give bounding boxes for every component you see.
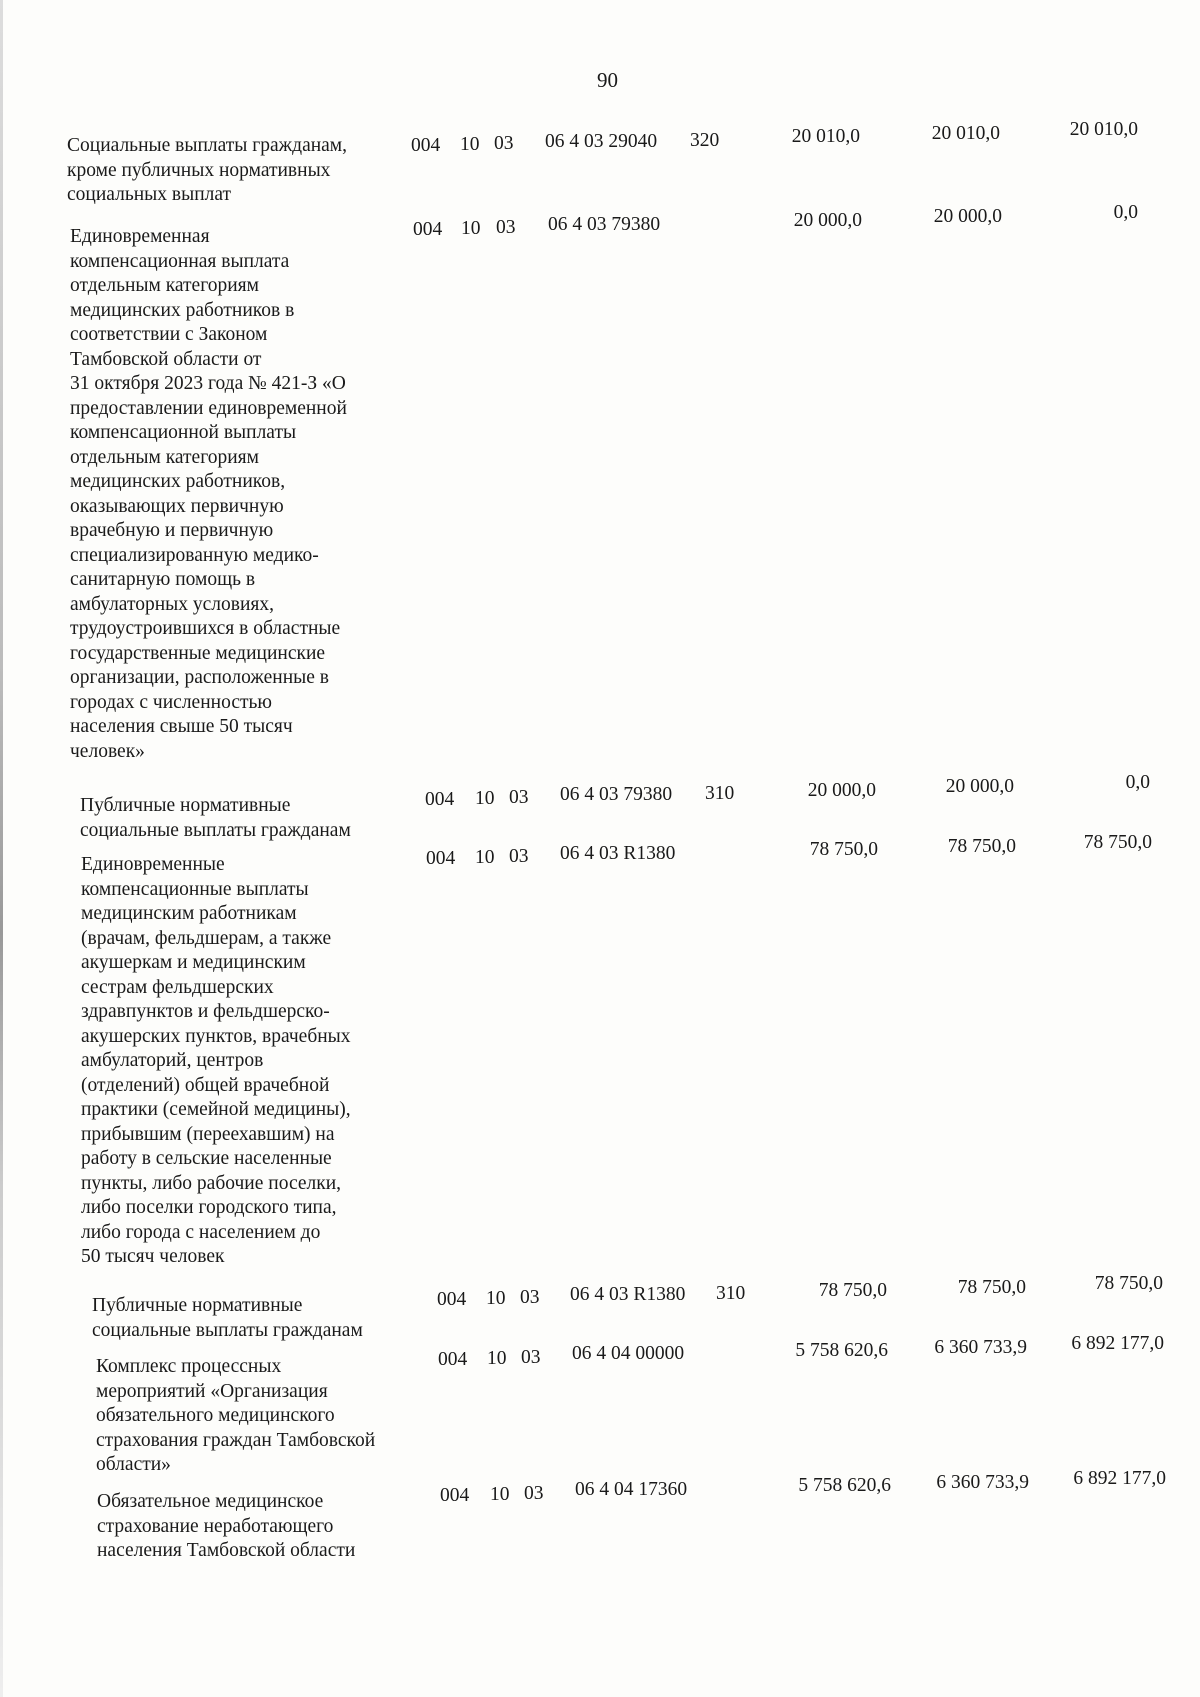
row-amount-2024: 5 758 620,6	[798, 1475, 891, 1496]
row-amount-2026: 20 010,0	[1069, 119, 1138, 140]
row-ministry-code: 004	[425, 789, 455, 810]
row-amount-2025: 20 010,0	[931, 123, 1000, 144]
row-subsection-code: 03	[494, 133, 514, 154]
row-amount-2026: 0,0	[1125, 772, 1150, 793]
row-description: Социальные выплаты гражданам, кроме публичных нормативных социальных выплат	[67, 135, 348, 205]
row-expense-code: 310	[705, 783, 735, 804]
row-amount-2025: 20 000,0	[933, 206, 1002, 227]
row-target-code: 06 4 03 79380	[548, 214, 661, 235]
row-section-code: 10	[475, 847, 495, 868]
row-amount-2024: 5 758 620,6	[795, 1340, 888, 1361]
row-target-code: 06 4 03 R1380	[570, 1284, 686, 1305]
row-subsection-code: 03	[496, 217, 516, 238]
row-subsection-code: 03	[509, 787, 529, 808]
row-amount-2024: 20 000,0	[807, 780, 876, 801]
row-target-code: 06 4 03 79380	[560, 784, 673, 805]
row-amount-2025: 6 360 733,9	[936, 1472, 1029, 1493]
row-description: Единовременные компенсационные выплаты медицинским работникам (врачам, фельдшерам, а также акушеркам и медицинским сестрам фельдшерских здравпунктов и фельдшерско- акушерских пунктов, врачебных амбулаторий, центров (отделений) общей врачебной практики (семейной медицины), прибывшим (переехавшим) на работу в сельские населенные пункты, либо рабочие поселки, либо поселки городского типа, либо города с населением до 50 тысяч человек	[81, 854, 351, 1267]
row-amount-2026: 6 892 177,0	[1071, 1333, 1164, 1354]
row-description: Обязательное медицинское страхование неработающего населения Тамбовской области	[97, 1491, 356, 1561]
row-section-code: 10	[475, 788, 495, 809]
row-subsection-code: 03	[520, 1287, 540, 1308]
row-subsection-code: 03	[524, 1483, 544, 1504]
row-amount-2025: 20 000,0	[945, 776, 1014, 797]
row-amount-2024: 78 750,0	[809, 839, 878, 860]
row-amount-2025: 78 750,0	[947, 836, 1016, 857]
row-ministry-code: 004	[411, 135, 441, 156]
row-section-code: 10	[487, 1348, 507, 1369]
row-ministry-code: 004	[413, 219, 443, 240]
row-ministry-code: 004	[438, 1349, 468, 1370]
row-expense-code: 310	[716, 1283, 746, 1304]
row-ministry-code: 004	[437, 1289, 467, 1310]
row-description: Публичные нормативные социальные выплаты гражданам	[92, 1295, 363, 1341]
row-section-code: 10	[486, 1288, 506, 1309]
row-amount-2026: 6 892 177,0	[1073, 1468, 1166, 1489]
row-amount-2026: 0,0	[1113, 202, 1138, 223]
row-description: Единовременная компенсационная выплата отдельным категориям медицинских работников в соответствии с Законом Тамбовской области от 31 октября 2023 года № 421-З «О предоставлении единовременной компенсационной выплаты отдельным категориям медицинских работников, оказывающих первичную врачебную и первичную специализированную медико- санитарную помощь в амбулаторных условиях, трудоустроившихся в областные государственные медицинские организации, расположенные в городах с численностью населения свыше 50 тысяч человек»	[70, 226, 347, 762]
row-subsection-code: 03	[521, 1347, 541, 1368]
page-number: 90	[597, 68, 618, 92]
row-section-code: 10	[461, 218, 481, 239]
row-amount-2025: 78 750,0	[957, 1277, 1026, 1298]
row-description: Публичные нормативные социальные выплаты гражданам	[80, 795, 351, 841]
row-section-code: 10	[460, 134, 480, 155]
row-section-code: 10	[490, 1484, 510, 1505]
row-amount-2026: 78 750,0	[1083, 832, 1152, 853]
row-target-code: 06 4 03 29040	[545, 131, 658, 152]
row-target-code: 06 4 04 00000	[572, 1343, 685, 1364]
row-target-code: 06 4 03 R1380	[560, 843, 676, 864]
row-subsection-code: 03	[509, 846, 529, 867]
scan-edge	[0, 0, 3, 1697]
row-expense-code: 320	[690, 130, 720, 151]
row-amount-2024: 78 750,0	[818, 1280, 887, 1301]
row-description: Комплекс процессных мероприятий «Организация обязательного медицинского страхования граждан Тамбовской области»	[96, 1356, 376, 1475]
row-amount-2024: 20 010,0	[791, 126, 860, 147]
row-amount-2025: 6 360 733,9	[934, 1337, 1027, 1358]
row-target-code: 06 4 04 17360	[575, 1479, 688, 1500]
row-amount-2026: 78 750,0	[1094, 1273, 1163, 1294]
row-amount-2024: 20 000,0	[793, 210, 862, 231]
row-ministry-code: 004	[440, 1485, 470, 1506]
row-ministry-code: 004	[426, 848, 456, 869]
